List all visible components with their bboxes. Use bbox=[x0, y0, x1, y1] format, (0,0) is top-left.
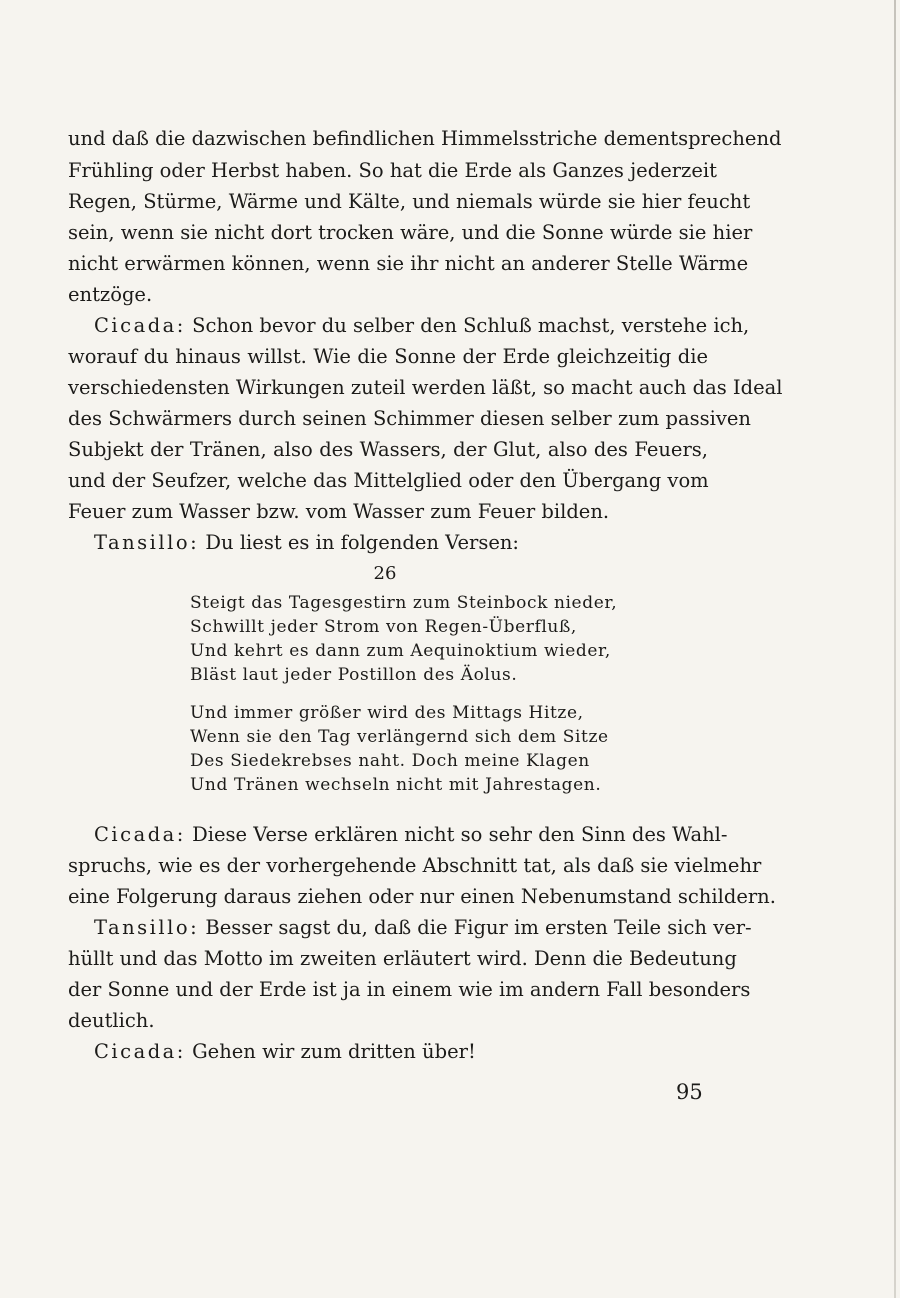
verse-line: Und immer größer wird des Mittags Hitze, bbox=[190, 703, 584, 723]
verse-number: 26 bbox=[373, 563, 397, 584]
verse-line: Steigt das Tagesgestirn zum Steinbock nieder, bbox=[190, 593, 618, 613]
verse-line: Und Tränen wechseln nicht mit Jahrestagen. bbox=[190, 775, 602, 795]
text-line-with-speaker bbox=[68, 820, 728, 850]
text-line: nicht erwärmen können, wenn sie ihr nicht an anderer Stelle Wärme bbox=[68, 252, 749, 275]
text-line: worauf du hinaus willst. Wie die Sonne der Erde gleichzeitig die bbox=[68, 345, 708, 368]
text-line: hüllt und das Motto im zweiten erläutert wird. Denn die Bedeutung bbox=[68, 947, 737, 970]
text-line-with-speaker bbox=[68, 1037, 708, 1067]
verse-line: Schwillt jeder Strom von Regen-Überfluß, bbox=[190, 617, 577, 637]
speaker-label: Tansillo: bbox=[94, 916, 200, 939]
speaker-label: Cicada: bbox=[94, 1040, 186, 1063]
verse-line: Des Siedekrebses naht. Doch meine Klagen bbox=[190, 751, 590, 771]
text-line: spruchs, wie es der vorhergehende Abschnitt tat, als daß sie vielmehr bbox=[68, 854, 762, 877]
text-line-with-speaker bbox=[68, 311, 750, 341]
speech-text: Besser sagst du, daß die Figur im ersten Teile sich ver- bbox=[205, 916, 752, 939]
text-line: Subjekt der Tränen, also des Wassers, der Glut, also des Feuers, bbox=[68, 438, 708, 461]
speech-text: Diese Verse erklären nicht so sehr den Sinn des Wahl- bbox=[192, 823, 728, 846]
text-line: Feuer zum Wasser bzw. vom Wasser zum Feuer bilden. bbox=[68, 500, 610, 523]
text-line: Frühling oder Herbst haben. So hat die Erde als Ganzes jederzeit bbox=[68, 159, 717, 182]
page-edge-shadow bbox=[894, 0, 896, 1298]
text-line: eine Folgerung daraus ziehen oder nur einen Nebenumstand schildern. bbox=[68, 885, 776, 908]
text-line: verschiedensten Wirkungen zuteil werden läßt, so macht auch das Ideal bbox=[68, 376, 783, 399]
text-line: entzöge. bbox=[68, 283, 153, 306]
speaker-label: Tansillo: bbox=[94, 531, 200, 554]
text-line: Regen, Stürme, Wärme und Kälte, und niemals würde sie hier feucht bbox=[68, 190, 751, 213]
text-line: der Sonne und der Erde ist ja in einem wie im andern Fall besonders bbox=[68, 978, 751, 1001]
speech-text: Gehen wir zum dritten über! bbox=[192, 1040, 476, 1063]
speech-text: Du liest es in folgenden Versen: bbox=[205, 531, 519, 554]
verse-line: Und kehrt es dann zum Aequinoktium wieder, bbox=[190, 641, 611, 661]
page-number: 95 bbox=[676, 1080, 703, 1104]
text-line: deutlich. bbox=[68, 1009, 155, 1032]
verse-line: Wenn sie den Tag verlängernd sich dem Sitze bbox=[190, 727, 609, 747]
text-line: des Schwärmers durch seinen Schimmer diesen selber zum passiven bbox=[68, 407, 751, 430]
speaker-label: Cicada: bbox=[94, 314, 186, 337]
speaker-label: Cicada: bbox=[94, 823, 186, 846]
verse-line: Bläst laut jeder Postillon des Äolus. bbox=[190, 665, 518, 685]
text-line: und der Seufzer, welche das Mittelglied oder den Übergang vom bbox=[68, 469, 709, 492]
text-line-with-speaker bbox=[68, 913, 752, 943]
text-line: und daß die dazwischen befindlichen Himmelsstriche dementsprechend bbox=[68, 127, 782, 150]
text-line-with-speaker bbox=[68, 528, 708, 558]
speech-text: Schon bevor du selber den Schluß machst, verstehe ich, bbox=[192, 314, 750, 337]
text-line: sein, wenn sie nicht dort trocken wäre, und die Sonne würde sie hier bbox=[68, 221, 753, 244]
